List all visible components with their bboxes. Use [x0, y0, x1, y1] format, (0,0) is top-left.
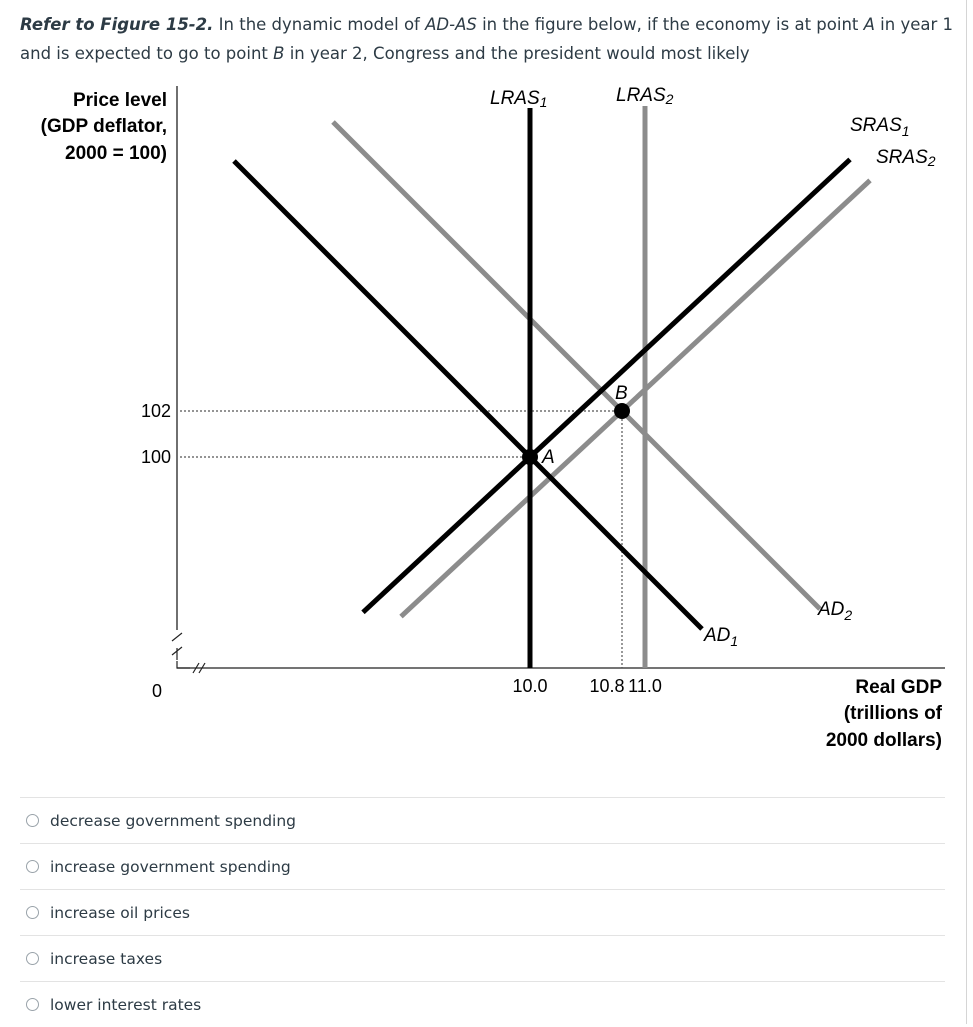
point-b-label: B [615, 383, 628, 404]
point-a-marker [522, 449, 538, 465]
lras2-label: LRAS2 [616, 85, 674, 107]
x-axis-break [177, 661, 205, 673]
radio-button[interactable] [26, 952, 39, 965]
figure-reference: Refer to Figure 15-2. [20, 15, 214, 34]
radio-button[interactable] [26, 906, 39, 919]
y-axis-label-line-1: Price level [72, 90, 167, 111]
x-tick-label: 10.8 [589, 676, 625, 696]
answer-options [20, 797, 945, 1027]
ad2-label: $AD_2$ [818, 599, 853, 623]
y-axis-label-line-2: (GDP deflator, [40, 116, 167, 137]
y-axis-label-line-3: 2000 = 100) [65, 143, 167, 164]
answer-option-label: increase taxes [50, 949, 163, 968]
x-tick-label: 11.0 [628, 676, 662, 696]
answer-option[interactable] [20, 981, 945, 1027]
x-axis-label-line-3: 2000 dollars) [825, 730, 942, 751]
answer-option[interactable] [20, 935, 945, 981]
ad1-label: $AD_1$ [704, 625, 739, 649]
x-axis-label-line-2: (trillions of [843, 703, 942, 724]
lras1-label: LRAS1 [490, 88, 548, 110]
y-axis-break [172, 633, 182, 660]
ad2-curve [333, 122, 820, 609]
sras1-label: $SRAS_1$ [850, 115, 910, 139]
radio-button[interactable] [26, 860, 39, 873]
point-b-marker [614, 403, 630, 419]
answer-option-label: increase government spending [50, 857, 291, 876]
radio-button[interactable] [26, 814, 39, 827]
point-a-label: A [542, 447, 555, 468]
x-tick-label: 10.0 [512, 676, 548, 696]
answer-option[interactable] [20, 797, 945, 843]
answer-option[interactable] [20, 889, 945, 935]
answer-option-label: lower interest rates [50, 995, 202, 1014]
radio-button[interactable] [26, 998, 39, 1011]
answer-option[interactable] [20, 843, 945, 889]
origin-label: 0 [151, 681, 163, 701]
question-text: Refer to Figure 15-2. In the dynamic model of AD-AS in the figure below, if the economy is at point A in year 1 and is expected to go to point B in year 2, Congress and the president would most likely [20, 15, 954, 63]
answer-option-label: decrease government spending [50, 811, 297, 830]
x-axis-label-line-1: Real GDP [855, 677, 942, 698]
sras2-label: SRAS2 [876, 147, 936, 169]
y-tick-label: 100 [140, 447, 171, 467]
ad1-curve [234, 161, 702, 629]
answer-option-label: increase oil prices [50, 903, 190, 922]
y-tick-label: 102 [140, 401, 171, 421]
